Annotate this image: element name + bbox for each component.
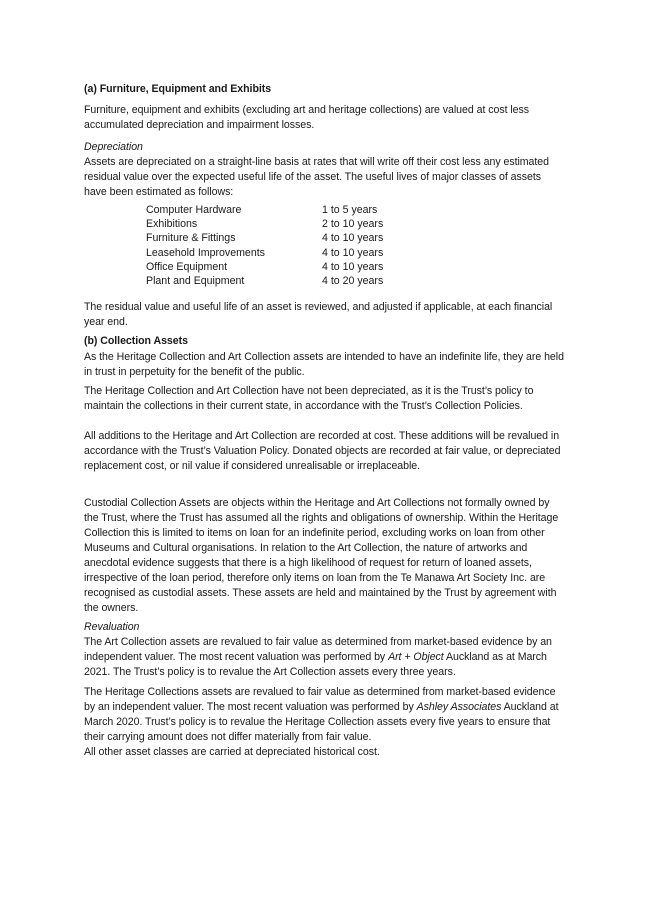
section-b-para-1: As the Heritage Collection and Art Collection assets are intended to have an indefinite life, they are held in trust in perpetuity for the benefit of the public. xyxy=(84,351,564,378)
asset-class: Leasehold Improvements xyxy=(146,246,265,259)
table-row xyxy=(146,246,446,260)
custodial-assets-para: Custodial Collection Assets are objects within the Heritage and Art Collections not formally owned by the Trust, where the Trust has assumed all the rights and obligations of ownership. Within the Heritage Collection this is limited to items on loan for an indefinite period, excluding works on loan from other Museums and Cultural organisations. In relation to the Art Collection, the nature of artworks and anecdotal evidence suggests that there is a high likelihood of request for return of loaned assets, irrespective of the loan period, therefore only items on loan from the Te Manawa Art Society Inc. are recognised as custodial assets. These assets are held and maintained by the Trust by agreement with the owners. xyxy=(84,497,559,614)
table-row xyxy=(146,217,446,231)
asset-class: Exhibitions xyxy=(146,218,198,231)
section-b-para-3: All additions to the Heritage and Art Collection are recorded at cost. These additions will be revalued in accordance with the Trust’s Valuation Policy. Donated objects are recorded at fair value, or depreciated replacement cost, or nil value if considered unrealisable or irreplaceable. xyxy=(84,430,561,472)
table-row xyxy=(146,260,446,274)
section-a-heading: (a) Furniture, Equipment and Exhibits xyxy=(84,83,272,95)
depreciation-text: Assets are depreciated on a straight-line basis at rates that will write off their cost less any estimated residual value over the expected useful life of the asset. The useful lives of major classes of assets have been estimated as follows: xyxy=(84,156,549,198)
section-a-intro: Furniture, equipment and exhibits (excluding art and heritage collections) are valued at cost less accumulated depreciation and impairment losses. xyxy=(84,104,529,131)
useful-life: 1 to 5 years xyxy=(322,204,378,216)
revaluation-heading: Revaluation xyxy=(84,621,140,633)
depreciation-heading: Depreciation xyxy=(84,141,143,153)
heritage-valuer-name: Ashley Associates xyxy=(416,701,502,713)
art-text-pre: The Art Collection assets are revalued to fair value as determined from market-based evidence by an independent valuer. The most recent valuation was performed by xyxy=(84,636,552,663)
useful-life: 4 to 10 years xyxy=(322,232,384,245)
heritage-text-post: Auckland at March 2020. Trust’s policy is to revalue the Heritage Collection assets every five years to ensure that their carrying amount does not differ materially from fair value. xyxy=(84,701,559,743)
asset-class: Computer Hardware xyxy=(146,204,242,216)
useful-life: 2 to 10 years xyxy=(322,218,384,231)
other-assets-text: All other asset classes are carried at depreciated historical cost. xyxy=(84,746,380,758)
art-text-post: Auckland as at March 2021. The Trust’s policy is to revalue the Art Collection assets every three years. xyxy=(84,651,547,678)
asset-class: Office Equipment xyxy=(146,260,228,273)
table-row xyxy=(146,274,446,288)
useful-life: 4 to 10 years xyxy=(322,260,384,273)
art-revaluation-para xyxy=(84,635,564,680)
table-row xyxy=(146,203,446,217)
table-row xyxy=(146,231,446,245)
heritage-revaluation-para xyxy=(84,685,564,745)
heritage-text-pre: The Heritage Collections assets are revalued to fair value as determined from market-based evidence by an independent valuer. The most recent valuation was performed by xyxy=(84,686,556,713)
useful-life: 4 to 20 years xyxy=(322,274,384,287)
art-valuer-name: Art + Object xyxy=(388,651,444,663)
useful-lives-table xyxy=(146,203,446,288)
useful-life: 4 to 10 years xyxy=(322,246,384,259)
section-b-heading: (b) Collection Assets xyxy=(84,335,188,347)
section-b-para-2: The Heritage Collection and Art Collection have not been depreciated, as it is the Trust’s policy to maintain the collections in their current state, in accordance with the Trust’s Collection Policies. xyxy=(84,385,534,412)
asset-class: Plant and Equipment xyxy=(146,274,245,287)
residual-text: The residual value and useful life of an asset is reviewed, and adjusted if applicable, at each financial year end. xyxy=(84,301,553,328)
asset-class: Furniture & Fittings xyxy=(146,232,236,245)
